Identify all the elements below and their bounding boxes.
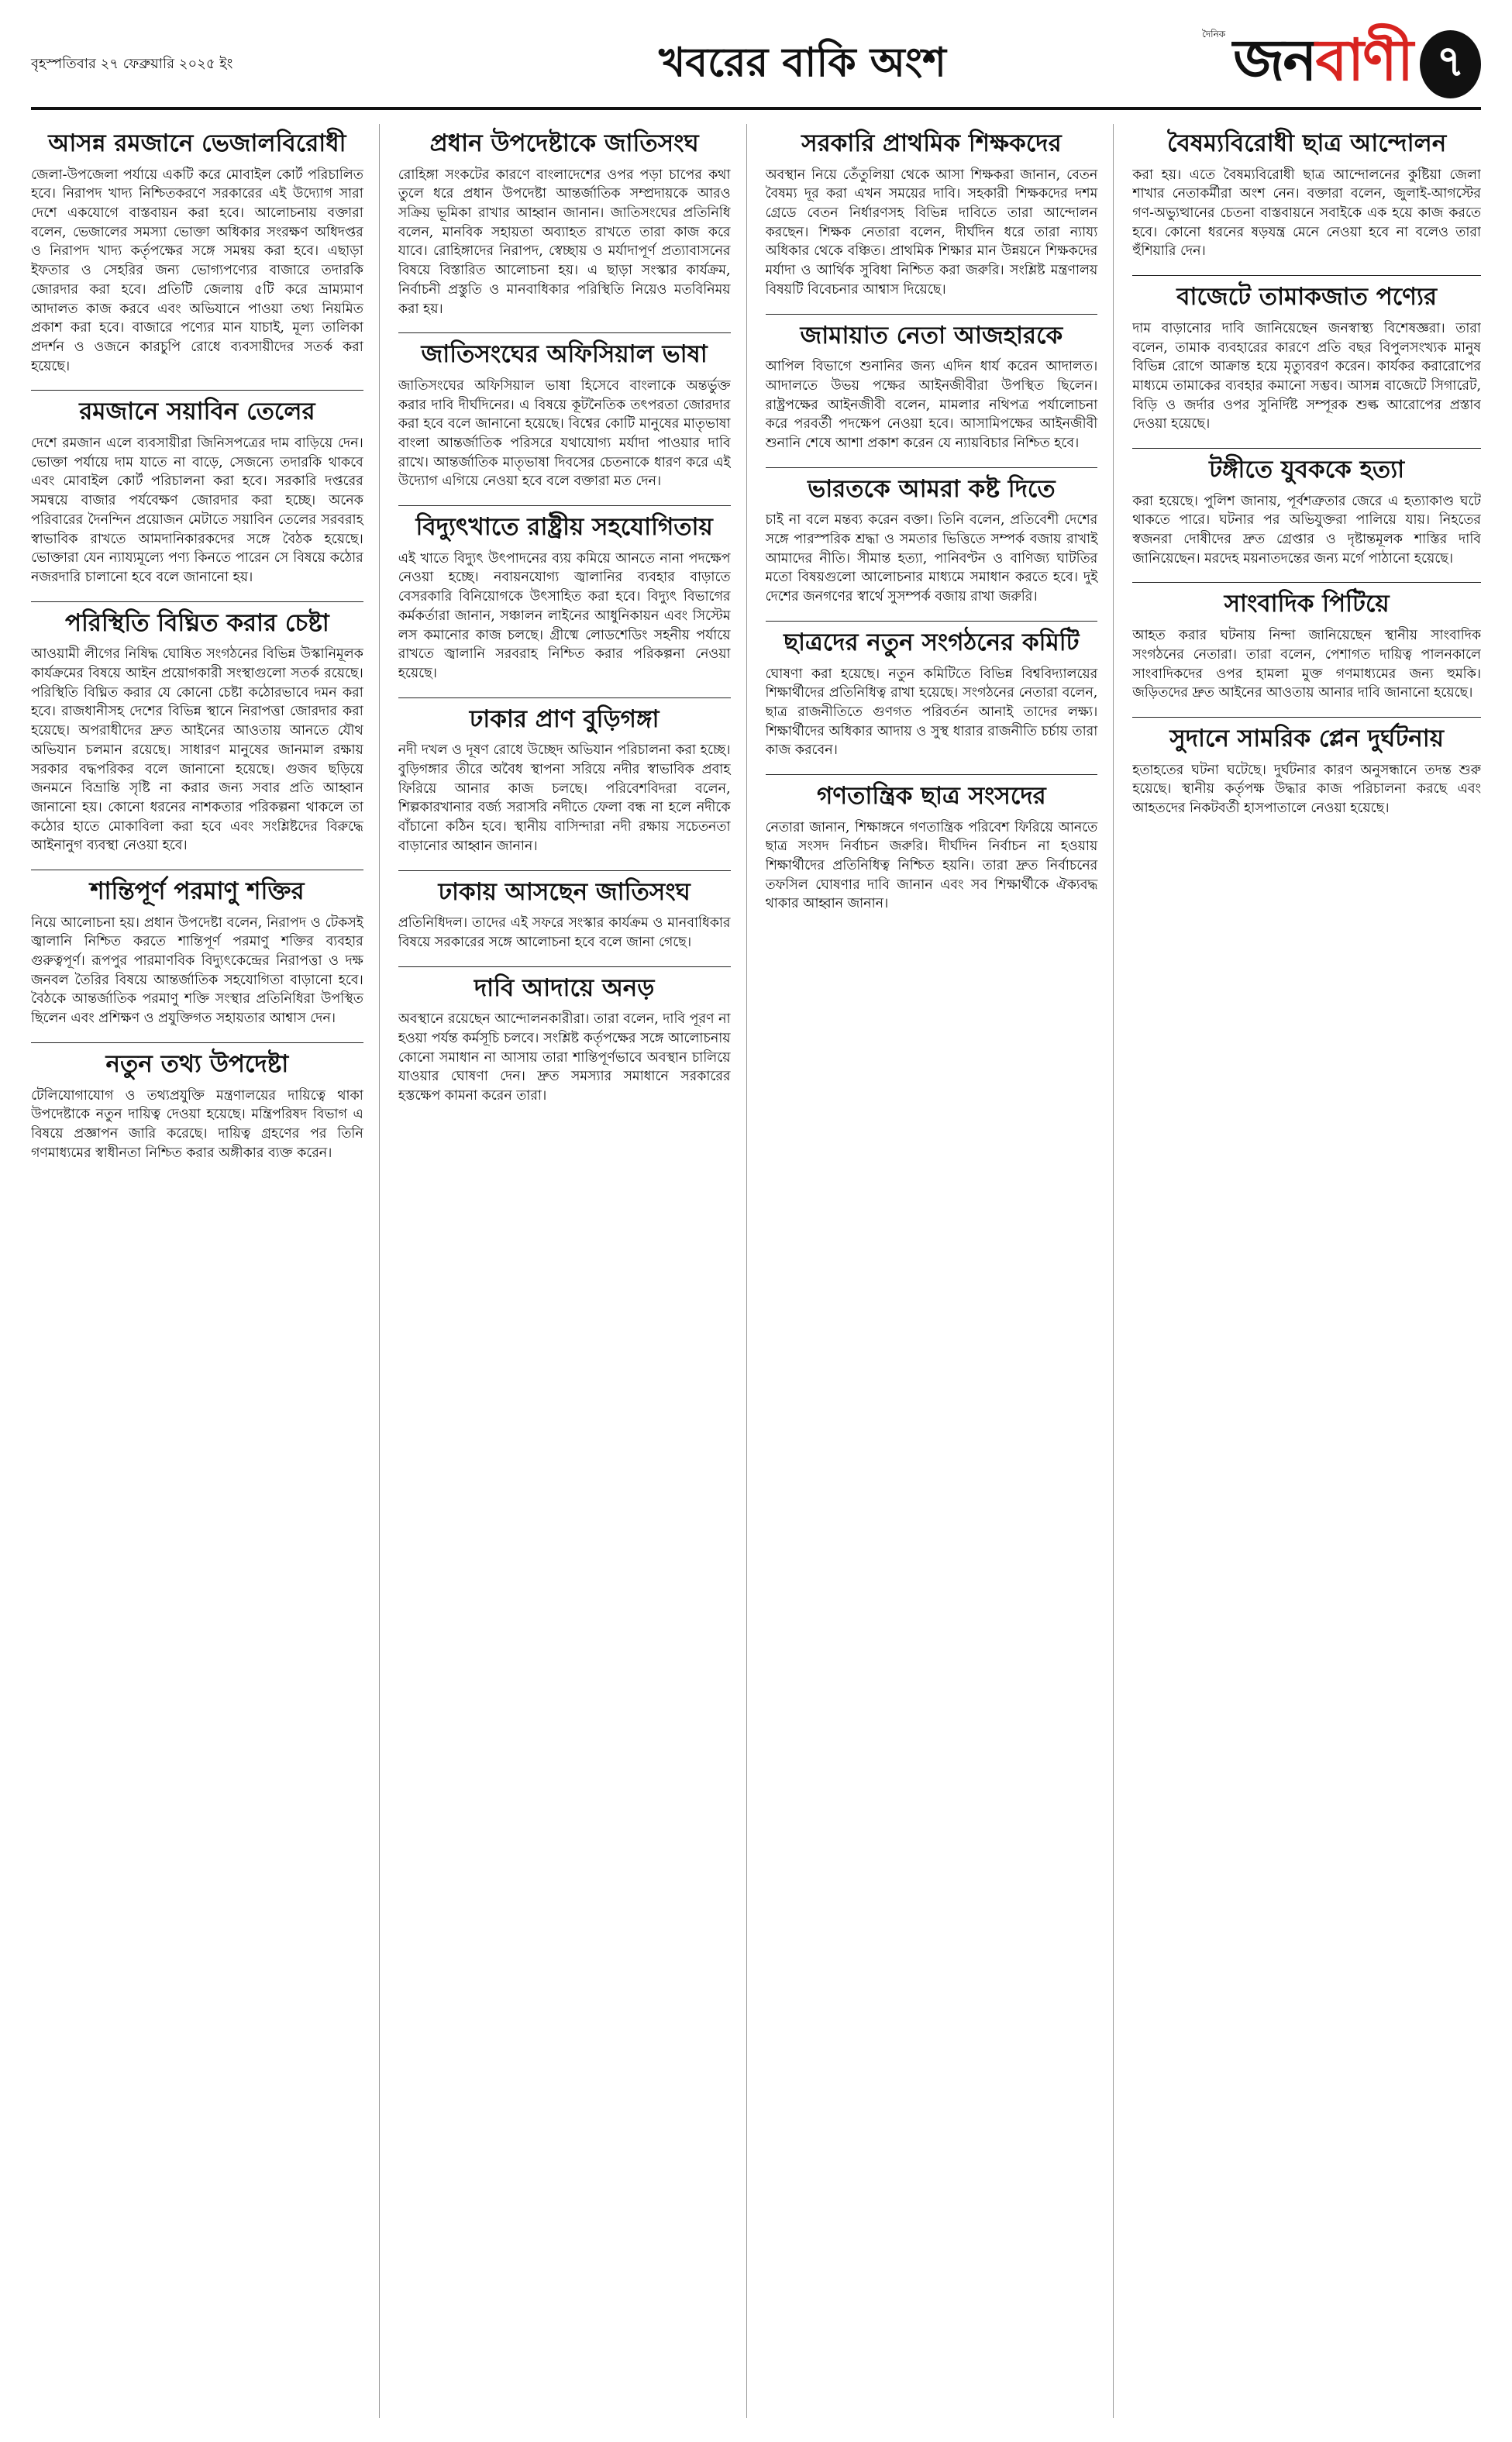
article — [31, 130, 363, 376]
page-number: ৭ — [1420, 30, 1481, 98]
article-body: রোহিঙ্গা সংকটের কারণে বাংলাদেশের ওপর পড়া চাপের কথা তুলে ধরে প্রধান উপদেষ্টা আন্তর্জাতিক সম্প্রদায়কে আরও সক্রিয় ভূমিকা রাখার আহ্বান জানান। জাতিসংঘের প্রতিনিধি বলেন, মানবিক সহায়তা অব্যাহত রাখতে তারা কাজ করে যাবে। রোহিঙ্গাদের নিরাপদ, স্বেচ্ছায় ও মর্যাদাপূর্ণ প্রত্যাবাসনের বিষয়ে বিস্তারিত আলোচনা হয়। এ ছাড়া সংস্কার কার্যক্রম, নির্বাচনী প্রস্তুতি ও মানবাধিকার পরিস্থিতি নিয়েও মতবিনিময় করা হয়। — [398, 167, 731, 317]
headline: ঢাকায় আসছেন জাতিসংঘ — [438, 877, 691, 906]
headline: প্রধান উপদেষ্টাকে জাতিসংঘ — [429, 129, 699, 157]
divider — [31, 390, 363, 391]
divider — [1132, 275, 1481, 276]
divider — [766, 774, 1098, 775]
article — [1132, 725, 1481, 818]
headline: বৈষম্যবিরোধী ছাত্র আন্দোলন — [1167, 129, 1447, 157]
brand-prefix: দৈনিক — [1202, 28, 1226, 40]
article — [398, 341, 731, 491]
column-3 — [766, 124, 1114, 2418]
article — [398, 879, 731, 952]
column-4 — [1132, 124, 1481, 2418]
headline: শান্তিপূর্ণ পরমাণু শক্তির — [90, 877, 305, 906]
article-body: দেশে রমজান এলে ব্যবসায়ীরা জিনিসপত্রের দাম বাড়িয়ে দেন। ভোক্তা পর্যায়ে দাম যাতে না বাড়ে, সেজন্যে তদারকি থাকবে এবং মোবাইল কোর্ট পরিচালনা করা হবে। সরকারি দপ্তরের সমন্বয়ে বাজার পর্যবেক্ষণ জোরদার করা হচ্ছে। অনেক পরিবারের দৈনন্দিন প্রয়োজন মেটাতে সয়াবিন তেলের সরবরাহ স্বাভাবিক রাখতে আমদানিকারকদের সঙ্গে বৈঠক হয়েছে। ভোক্তারা যেন ন্যায্যমূল্যে পণ্য কিনতে পারেন সে বিষয়ে কঠোর নজরদারি চালানো হবে বলে জানানো হয়। — [31, 436, 363, 585]
article — [766, 130, 1098, 300]
divider — [31, 601, 363, 602]
article — [398, 514, 731, 684]
article-body: অবস্থান নিয়ে তেঁতুলিয়া থেকে আসা শিক্ষকরা জানান, বেতন বৈষম্য দূর করা এখন সময়ের দাবি। সহকারী শিক্ষকদের দশম গ্রেডে বেতন নির্ধারণসহ বিভিন্ন দাবিতে তারা আন্দোলন করছেন। শিক্ষক নেতারা বলেন, দীর্ঘদিন ধরে তারা ন্যায্য অধিকার থেকে বঞ্চিত। প্রাথমিক শিক্ষার মান উন্নয়নে শিক্ষকদের মর্যাদা ও আর্থিক সুবিধা নিশ্চিত করা জরুরি। সংশ্লিষ্ট মন্ত্রণালয় বিষয়টি বিবেচনার আশ্বাস দিয়েছে। — [765, 167, 1098, 298]
article — [766, 783, 1098, 914]
article — [31, 1051, 363, 1162]
divider — [398, 697, 731, 698]
article — [31, 610, 363, 856]
newspaper-logo — [1202, 17, 1481, 112]
headline: সাংবাদিক পিটিয়ে — [1224, 590, 1390, 618]
divider — [1132, 582, 1481, 583]
headline: টঙ্গীতে যুবককে হত্যা — [1209, 456, 1405, 484]
headline: রমজানে সয়াবিন তেলের — [79, 398, 315, 426]
article-body: টেলিযোগাযোগ ও তথ্যপ্রযুক্তি মন্ত্রণালয়ের দায়িত্বে থাকা উপদেষ্টাকে নতুন দায়িত্ব দেওয়া হয়েছে। মন্ত্রিপরিষদ বিভাগ এ বিষয়ে প্রজ্ঞাপন জারি করেছে। দায়িত্ব গ্রহণের পর তিনি গণমাধ্যমের স্বাধীনতা নিশ্চিত করার অঙ্গীকার ব্যক্ত করেন। — [31, 1087, 363, 1161]
article — [31, 878, 363, 1028]
divider — [398, 505, 731, 506]
divider — [398, 870, 731, 871]
article-body: ঘোষণা করা হয়েছে। নতুন কমিটিতে বিভিন্ন বিশ্ববিদ্যালয়ের শিক্ষার্থীদের প্রতিনিধিত্ব রাখা হয়েছে। সংগঠনের নেতারা বলেন, ছাত্র রাজনীতিতে গুণগত পরিবর্তন আনাই তাদের লক্ষ্য। শিক্ষার্থীদের অধিকার আদায় ও সুস্থ ধারার রাজনীতি চর্চায় তারা কাজ করবেন। — [765, 666, 1098, 759]
section-title: খবরের বাকি অংশ — [659, 38, 946, 86]
article — [1132, 284, 1481, 434]
column-2 — [398, 124, 747, 2418]
article-body: চাই না বলে মন্তব্য করেন বক্তা। তিনি বলেন, প্রতিবেশী দেশের সঙ্গে পারস্পরিক শ্রদ্ধা ও সমতার ভিত্তিতে সম্পর্ক বজায় রাখাই আমাদের নীতি। সীমান্ত হত্যা, পানিবণ্টন ও বাণিজ্য ঘাটতির মতো বিষয়গুলো আলোচনার মাধ্যমে সমাধান করতে হবে। দুই দেশের জনগণের স্বার্থে সুসম্পর্ক বজায় রাখা জরুরি। — [765, 512, 1098, 605]
brand-part-2: বাণী — [1315, 26, 1413, 94]
issue-date: বৃহস্পতিবার ২৭ ফেব্রুয়ারি ২০২৫ ইং — [31, 55, 233, 72]
article-body: অবস্থানে রয়েছেন আন্দোলনকারীরা। তারা বলেন, দাবি পূরণ না হওয়া পর্যন্ত কর্মসূচি চলবে। সংশ্লিষ্ট কর্তৃপক্ষের সঙ্গে আলোচনায় কোনো সমাধান না আসায় তারা শান্তিপূর্ণভাবে অবস্থান চালিয়ে যাওয়ার ঘোষণা দেন। দ্রুত সমস্যার সমাধানে সরকারের হস্তক্ষেপ কামনা করেন তারা। — [398, 1011, 731, 1104]
article-body: আপিল বিভাগে শুনানির জন্য এদিন ধার্য করেন আদালত। আদালতে উভয় পক্ষের আইনজীবীরা উপস্থিত ছিলেন। রাষ্ট্রপক্ষের আইনজীবী বলেন, মামলার নথিপত্র পর্যালোচনা করে পরবর্তী পদক্ষেপ নেওয়া হবে। আসামিপক্ষের আইনজীবী শুনানি শেষে আশা প্রকাশ করেন যে ন্যায়বিচার নিশ্চিত হবে। — [765, 359, 1098, 452]
headline: সুদানে সামরিক প্লেন দুর্ঘটনায় — [1169, 724, 1444, 753]
article — [766, 322, 1098, 453]
divider — [766, 467, 1098, 468]
headline: ভারতকে আমরা কষ্ট দিতে — [808, 474, 1056, 503]
headline: বাজেটে তামাকজাত পণ্যের — [1176, 283, 1438, 312]
divider — [766, 621, 1098, 622]
divider — [398, 966, 731, 967]
article-body: এই খাতে বিদ্যুৎ উৎপাদনের ব্যয় কমিয়ে আনতে নানা পদক্ষেপ নেওয়া হচ্ছে। নবায়নযোগ্য জ্বালানির ব্যবহার বাড়াতে বেসরকারি বিনিয়োগকে উৎসাহিত করা হবে। বিদ্যুৎ বিভাগের কর্মকর্তারা জানান, সঞ্চালন লাইনের আধুনিকায়ন এবং সিস্টেম লস কমানোর কাজ চলছে। গ্রীষ্মে লোডশেডিং সহনীয় পর্যায়ে রাখতে জ্বালানি সরবরাহ নিশ্চিত করার পরিকল্পনা নেওয়া হয়েছে। — [398, 550, 731, 681]
article — [398, 130, 731, 319]
headline: ছাত্রদের নতুন সংগঠনের কমিটি — [784, 628, 1080, 656]
article — [398, 975, 731, 1106]
headline: বিদ্যুৎখাতে রাষ্ট্রীয় সহযোগিতায় — [415, 513, 713, 542]
masthead — [31, 22, 1481, 110]
headline: ঢাকার প্রাণ বুড়িগঙ্গা — [469, 704, 660, 733]
headline: জাতিসংঘের অফিসিয়াল ভাষা — [421, 340, 708, 369]
article — [766, 476, 1098, 607]
article-body: নদী দখল ও দূষণ রোধে উচ্ছেদ অভিযান পরিচালনা করা হচ্ছে। বুড়িগঙ্গার তীরে অবৈধ স্থাপনা সরিয়ে নদীর স্বাভাবিক প্রবাহ ফিরিয়ে আনার কাজ চলছে। পরিবেশবিদরা বলেন, শিল্পকারখানার বর্জ্য সরাসরি নদীতে ফেলা বন্ধ না হলে নদীকে বাঁচানো কঠিন হবে। স্থানীয় বাসিন্দারা নদী রক্ষায় সচেতনতা বাড়ানোর আহ্বান জানান। — [398, 742, 731, 854]
article — [398, 706, 731, 856]
brand-name — [1233, 17, 1412, 112]
article-body: দাম বাড়ানোর দাবি জানিয়েছেন জনস্বাস্থ্য বিশেষজ্ঞরা। তারা বলেন, তামাক ব্যবহারের কারণে প্রতি বছর বিপুলসংখ্যক মানুষ বিভিন্ন রোগে আক্রান্ত হয়ে মৃত্যুবরণ করেন। কার্যকর করারোপের মাধ্যমে তামাকের ব্যবহার কমানো সম্ভব। আসন্ন বাজেটে সিগারেট, বিড়ি ও জর্দার ওপর সুনির্দিষ্ট সম্পূরক শুল্ক আরোপের প্রস্তাব দেওয়া হয়েছে। — [1132, 320, 1481, 432]
article-body: করা হয়। এতে বৈষম্যবিরোধী ছাত্র আন্দোলনের কুষ্টিয়া জেলা শাখার নেতাকর্মীরা অংশ নেন। বক্তারা বলেন, জুলাই-আগস্টের গণ-অভ্যুত্থানের চেতনা বাস্তবায়নে সবাইকে এক হয়ে কাজ করতে হবে। কোনো ধরনের ষড়যন্ত্র মেনে নেওয়া হবে না বলেও তারা হুঁশিয়ারি দেন। — [1132, 167, 1481, 260]
article-body: করা হয়েছে। পুলিশ জানায়, পূর্বশত্রুতার জেরে এ হত্যাকাণ্ড ঘটে থাকতে পারে। ঘটনার পর অভিযুক্তরা পালিয়ে যায়। নিহতের স্বজনরা দোষীদের দ্রুত গ্রেপ্তার ও দৃষ্টান্তমূলক শাস্তির দাবি জানিয়েছেন। মরদেহ ময়নাতদন্তের জন্য মর্গে পাঠানো হয়েছে। — [1132, 493, 1481, 567]
headline: জামায়াত নেতা আজহারকে — [800, 321, 1063, 350]
headline: গণতান্ত্রিক ছাত্র সংসদের — [817, 782, 1046, 811]
brand-part-1: জন — [1233, 26, 1316, 94]
article-body: হতাহতের ঘটনা ঘটেছে। দুর্ঘটনার কারণ অনুসন্ধানে তদন্ত শুরু হয়েছে। স্থানীয় কর্তৃপক্ষ উদ্ধার কাজ পরিচালনা করছে এবং আহতদের নিকটবর্তী হাসপাতালে নেওয়া হয়েছে। — [1132, 762, 1481, 816]
article-columns — [31, 124, 1481, 2418]
divider — [31, 1042, 363, 1043]
article-body: জেলা-উপজেলা পর্যায়ে একটি করে মোবাইল কোর্ট পরিচালিত হবে। নিরাপদ খাদ্য নিশ্চিতকরণে সরকারের এই উদ্যোগ সারা দেশে একযোগে বাস্তবায়ন করা হবে। আলোচনায় বক্তারা বলেন, ভেজালের সমস্যা ভোক্তা অধিকার সংরক্ষণ অধিদপ্তর ও নিরাপদ খাদ্য কর্তৃপক্ষের সঙ্গে সমন্বয় করা হবে। এছাড়া ইফতার ও সেহরির জন্য ভোগ্যপণ্যের বাজারে তদারকি জোরদার করা হবে। প্রতিটি জেলায় ৫টি করে ভ্রাম্যমাণ আদালত কাজ করবে এবং অভিযানে পাওয়া তথ্য নিয়মিত প্রকাশ করা হবে। বাজারে পণ্যের মান যাচাই, মূল্য তালিকা প্রদর্শন ও ওজনে কারচুপি রোধে ব্যবসায়ীদের সতর্ক করা হয়েছে। — [31, 167, 363, 374]
article-body: প্রতিনিধিদল। তাদের এই সফরে সংস্কার কার্যক্রম ও মানবাধিকার বিষয়ে সরকারের সঙ্গে আলোচনা হবে বলে জানা গেছে। — [398, 915, 731, 950]
article — [1132, 591, 1481, 702]
article-body: জাতিসংঘের অফিসিয়াল ভাষা হিসেবে বাংলাকে অন্তর্ভুক্ত করার দাবি দীর্ঘদিনের। এ বিষয়ে কূটনৈতিক তৎপরতা জোরদার করা হবে বলে জানানো হয়েছে। বিশ্বের কোটি মানুষের মাতৃভাষা বাংলা আন্তর্জাতিক পরিসরে যথাযোগ্য মর্যাদা পাওয়ার দাবি রাখে। আন্তর্জাতিক মাতৃভাষা দিবসের চেতনাকে ধারণ করে এই উদ্যোগ এগিয়ে নেওয়া হবে বলে বক্তারা মত দেন। — [398, 377, 731, 490]
article — [31, 398, 363, 587]
article — [1132, 130, 1481, 261]
article-body: আওয়ামী লীগের নিষিদ্ধ ঘোষিত সংগঠনের বিভিন্ন উস্কানিমূলক কার্যক্রমের বিষয়ে আইন প্রয়োগকারী সংস্থাগুলো সতর্ক রয়েছে। পরিস্থিতি বিঘ্নিত করার যে কোনো চেষ্টা কঠোরভাবে দমন করা হবে। রাজধানীসহ দেশের বিভিন্ন স্থানে নিরাপত্তা জোরদার করা হয়েছে। অপরাধীদের দ্রুত আইনের আওতায় আনতে যৌথ অভিযান চলমান রয়েছে। সাধারণ মানুষের জানমাল রক্ষায় সরকার বদ্ধপরিকর বলে জানানো হয়েছে। গুজব ছড়িয়ে জনমনে বিভ্রান্তি সৃষ্টি না করার জন্য সবার প্রতি আহ্বান জানানো হয়। কোনো ধরনের নাশকতার পরিকল্পনা থাকলে তা কঠোর হাতে মোকাবিলা করা হবে এবং সংশ্লিষ্টদের বিরুদ্ধে আইনানুগ ব্যবস্থা নেওয়া হবে। — [31, 646, 363, 854]
divider — [398, 332, 731, 333]
divider — [766, 314, 1098, 315]
headline: আসন্ন রমজানে ভেজালবিরোধী — [48, 129, 346, 157]
article — [1132, 456, 1481, 568]
divider — [1132, 717, 1481, 718]
headline: নতুন তথ্য উপদেষ্টা — [105, 1049, 289, 1078]
article-body: নেতারা জানান, শিক্ষাঙ্গনে গণতান্ত্রিক পরিবেশ ফিরিয়ে আনতে ছাত্র সংসদ নির্বাচন জরুরি। দীর্ঘদিন নির্বাচন না হওয়ায় শিক্ষার্থীদের প্রতিনিধিত্ব নিশ্চিত হয়নি। তারা দ্রুত নির্বাচনের তফসিল ঘোষণার দাবি জানান এবং সব শিক্ষার্থীকে ঐক্যবদ্ধ থাকার আহ্বান জানান। — [765, 819, 1098, 912]
headline: দাবি আদায়ে অনড় — [474, 973, 655, 1002]
headline: সরকারি প্রাথমিক শিক্ষকদের — [801, 129, 1062, 157]
divider — [1132, 448, 1481, 449]
article — [766, 629, 1098, 760]
article-body: নিয়ে আলোচনা হয়। প্রধান উপদেষ্টা বলেন, নিরাপদ ও টেকসই জ্বালানি নিশ্চিত করতে শান্তিপূর্ণ পরমাণু শক্তির ব্যবহার গুরুত্বপূর্ণ। রূপপুর পারমাণবিক বিদ্যুৎকেন্দ্রের নিরাপত্তা ও দক্ষ জনবল তৈরির বিষয়ে আন্তর্জাতিক সহযোগিতা বাড়ানো হবে। বৈঠকে আন্তর্জাতিক পরমাণু শক্তি সংস্থার প্রতিনিধিরা উপস্থিত ছিলেন এবং প্রশিক্ষণ ও প্রযুক্তিগত সহায়তার আশ্বাস দেন। — [31, 914, 363, 1027]
headline: পরিস্থিতি বিঘ্নিত করার চেষ্টা — [64, 608, 329, 637]
article-body: আহত করার ঘটনায় নিন্দা জানিয়েছেন স্থানীয় সাংবাদিক সংগঠনের নেতারা। তারা বলেন, পেশাগত দায়িত্ব পালনকালে সাংবাদিকদের ওপর হামলা মুক্ত গণমাধ্যমের জন্য হুমকি। জড়িতদের দ্রুত আইনের আওতায় আনার দাবি জানানো হয়েছে। — [1132, 628, 1481, 701]
column-1 — [31, 124, 380, 2418]
